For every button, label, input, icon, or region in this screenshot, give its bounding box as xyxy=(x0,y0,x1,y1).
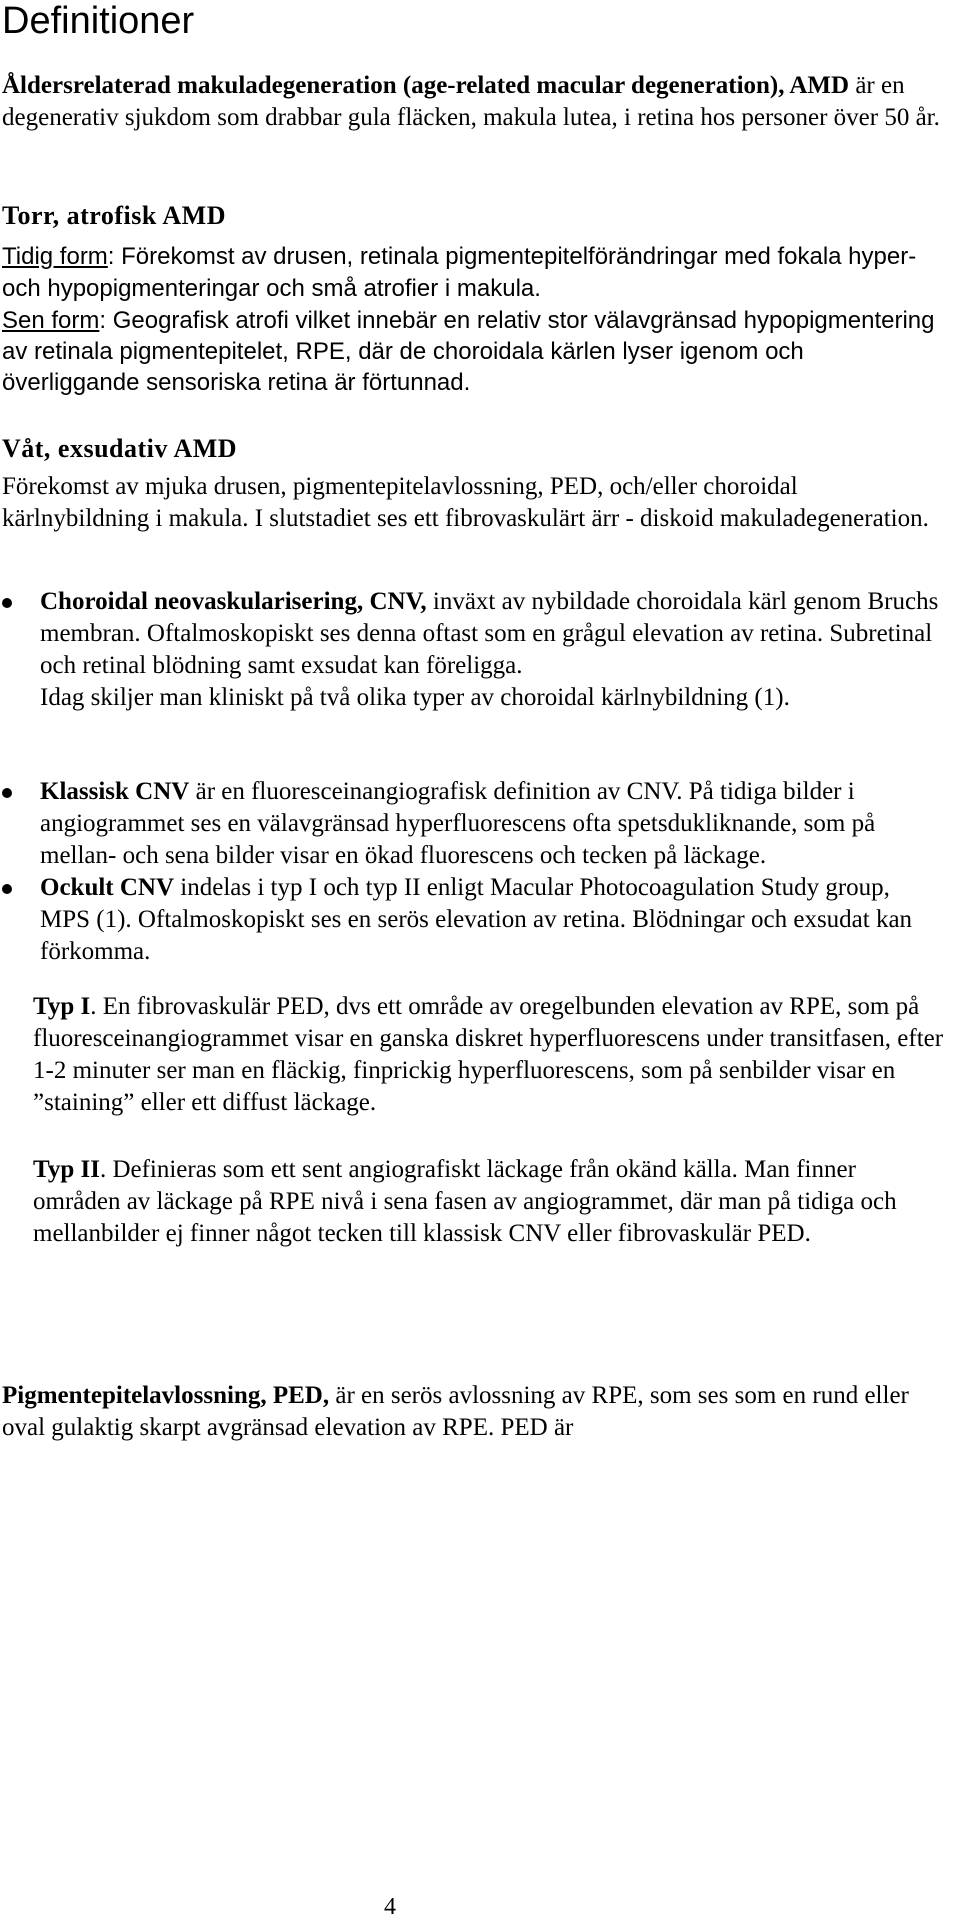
bullet-dot xyxy=(2,788,12,798)
ped-paragraph xyxy=(2,1380,952,1444)
bullet-term: Klassisk CNV xyxy=(40,778,190,805)
bullet-text xyxy=(40,776,945,872)
wet-amd-paragraph: Förekomst av mjuka drusen, pigmentepitelavlossning, PED, och/eller choroidal kärlnybildning i makula. I slutstadiet ses ett fibrovaskulärt ärr - diskoid makuladegeneration. xyxy=(2,473,929,532)
late-form-paragraph xyxy=(2,305,947,398)
ped-term: Pigmentepitelavlossning, PED, xyxy=(2,1382,330,1409)
type1-label: Typ I xyxy=(33,993,91,1020)
bullet-term: Ockult CNV xyxy=(40,874,175,901)
wet-amd-heading: Våt, exsudativ AMD xyxy=(2,434,238,463)
type2-paragraph xyxy=(33,1154,948,1250)
type2-label: Typ II xyxy=(33,1156,100,1183)
bullet-body: är en fluoresceinangiografisk definition av CNV. På tidiga bilder i angiogrammet ses en välavgränsad hyperfluorescens ofta spetsdukliknande, som på mellan- och sena bilder visar en ökad fluorescens och tecken på läckage. xyxy=(40,778,876,869)
bullet-text xyxy=(40,586,945,714)
intro-paragraph xyxy=(2,70,947,134)
bullet-dot xyxy=(2,598,12,608)
early-form-text: : Förekomst av drusen, retinala pigmentepitelförändringar med fokala hyper- och hypopigmenteringar och små atrofier i makula. xyxy=(2,243,917,302)
type1-text: . En fibrovaskulär PED, dvs ett område av oregelbunden elevation av RPE, som på fluoresceinangiogrammet visar en ganska diskret hyperfluorescens under transitfasen, efter 1-2 minuter ser man en fläckig, finprickig hyperfluorescens, som på senbilder visar en ”staining” eller ett diffust läckage. xyxy=(33,993,944,1116)
bullet-body: indelas i typ I och typ II enligt Macular Photocoagulation Study group, MPS (1). Oftalmoskopiskt ses en serös elevation av retina. Blödningar och exsudat kan förkomma. xyxy=(40,874,913,965)
bullet-dot xyxy=(2,884,12,894)
late-form-text: : Geografisk atrofi vilket innebär en relativ stor välavgränsad hypopigmentering av retinala pigmentepitelet, RPE, där de choroidala kärlen lyser igenom och överliggande sensoriska retina är förtunnad. xyxy=(2,307,935,396)
type1-paragraph xyxy=(33,991,948,1119)
page-title: Definitioner xyxy=(2,0,195,42)
bullet-extra: Idag skiljer man kliniskt på två olika typer av choroidal kärlnybildning (1). xyxy=(40,684,790,711)
early-form-label: Tidig form xyxy=(2,243,108,270)
late-form-label: Sen form xyxy=(2,307,100,334)
dry-amd-heading: Torr, atrofisk AMD xyxy=(2,201,226,230)
intro-term: Åldersrelaterad makuladegeneration (age-related macular degeneration), AMD xyxy=(2,72,850,99)
type2-text: . Definieras som ett sent angiografiskt läckage från okänd källa. Man finner områden av läckage på RPE nivå i sena fasen av angiogrammet, där man på tidiga och mellanbilder ej finner något tecken till klassisk CNV eller fibrovaskulär PED. xyxy=(33,1156,897,1247)
bullet-text xyxy=(40,872,945,968)
intro-text: är en degenerativ sjukdom som drabbar gula fläcken, makula lutea, i retina hos personer över 50 år. xyxy=(2,72,940,131)
bullet-body: inväxt av nybildade choroidala kärl genom Bruchs membran. Oftalmoskopiskt ses denna oftast som en grågul elevation av retina. Subretinal och retinal blödning samt exsudat kan föreligga. xyxy=(40,588,939,679)
ped-text: är en serös avlossning av RPE, som ses som en rund eller oval gulaktig skarpt avgränsad elevation av RPE. PED är xyxy=(2,1382,909,1441)
early-form-paragraph xyxy=(2,241,947,305)
page-number: 4 xyxy=(384,1894,396,1920)
bullet-term: Choroidal neovaskularisering, CNV, xyxy=(40,588,427,615)
